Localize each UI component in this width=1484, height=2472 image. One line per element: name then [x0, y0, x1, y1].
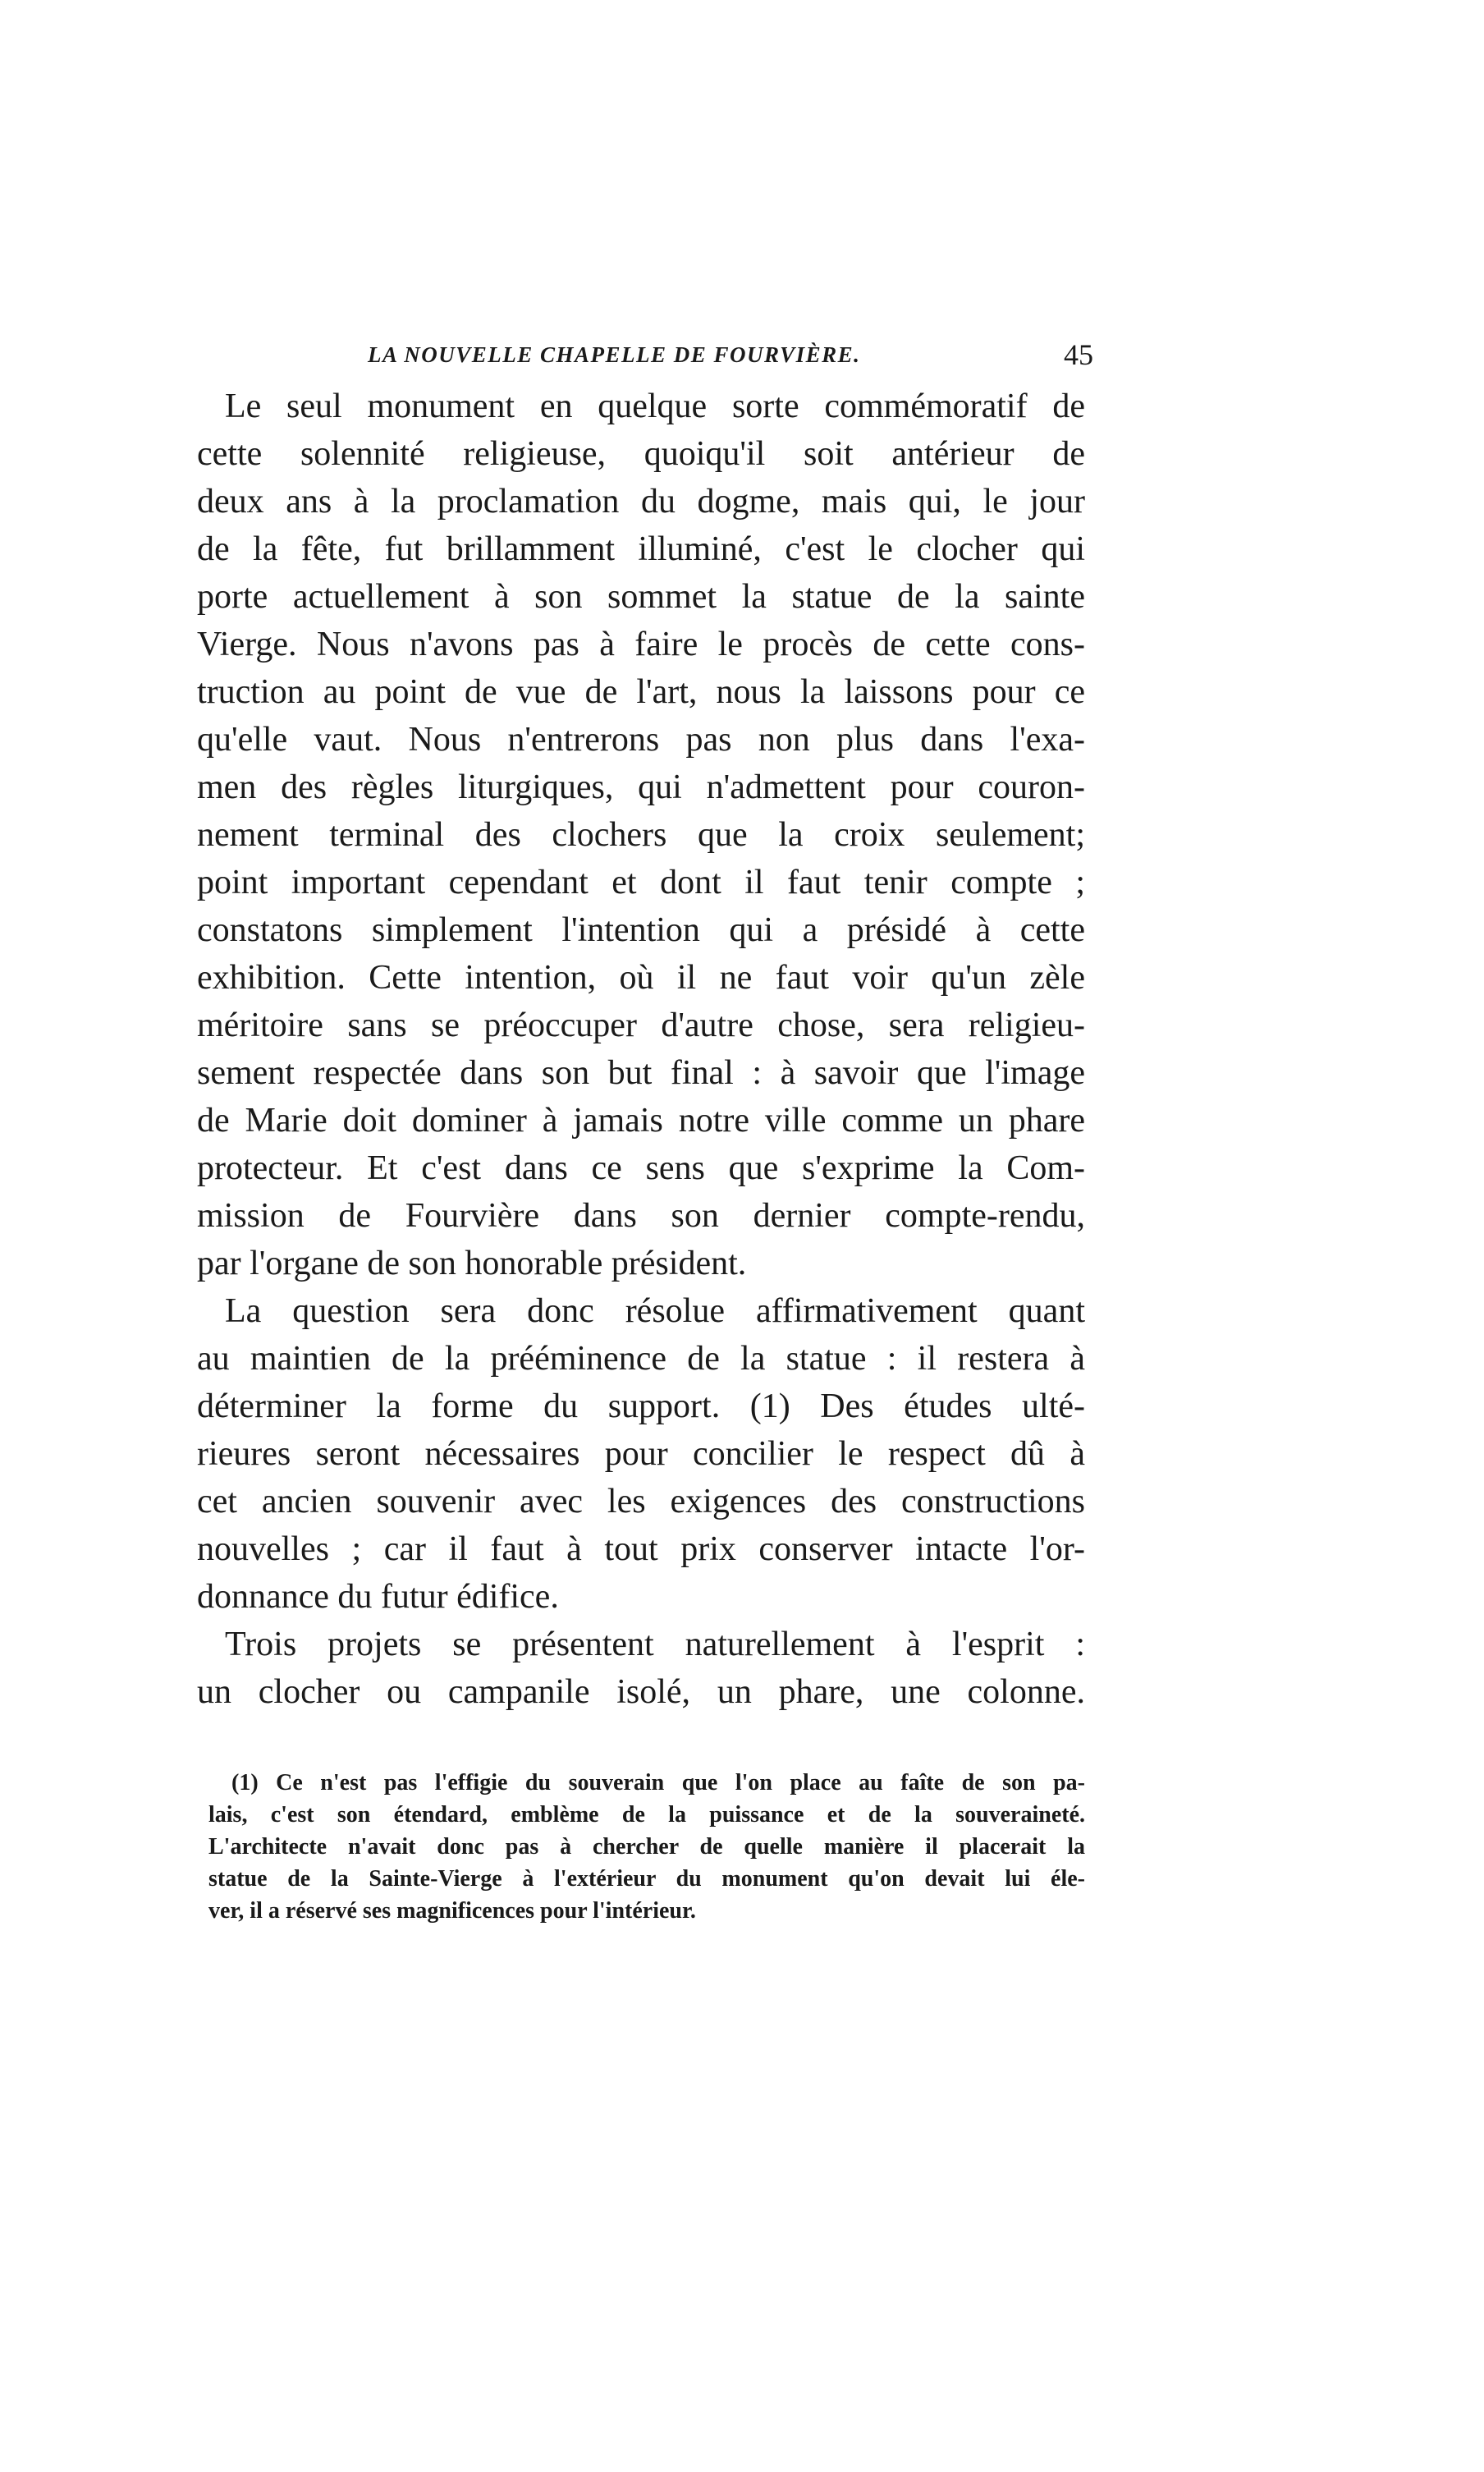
text-line: Trois projets se présentent naturellement à l'esprit : — [225, 1626, 1085, 1663]
footnote-line: statue de la Sainte-Vierge à l'extérieur du monument qu'on devait lui éle- — [208, 1866, 1085, 1892]
footnote-line: (1) Ce n'est pas l'effigie du souverain que l'on place au faîte de son pa- — [231, 1770, 1085, 1796]
text-line: rieures seront nécessaires pour concilier le respect dû à — [197, 1435, 1085, 1473]
footnote-line: L'architecte n'avait donc pas à chercher de quelle manière il placerait la — [208, 1834, 1085, 1860]
text-line: Le seul monument en quelque sorte commémoratif de — [225, 388, 1085, 425]
text-line: mission de Fourvière dans son dernier compte-rendu, — [197, 1197, 1085, 1235]
footnote-line: lais, c'est son étendard, emblème de la puissance et de la souveraineté. — [208, 1802, 1085, 1828]
text-line: un clocher ou campanile isolé, un phare, une colonne. — [197, 1673, 1085, 1711]
text-line: de Marie doit dominer à jamais notre ville comme un phare — [197, 1102, 1085, 1140]
text-line: porte actuellement à son sommet la statue de la sainte — [197, 578, 1085, 616]
text-line: au maintien de la prééminence de la statue : il restera à — [197, 1340, 1085, 1378]
text-line: point important cependant et dont il faut tenir compte ; — [197, 864, 1085, 901]
text-line: exhibition. Cette intention, où il ne faut voir qu'un zèle — [197, 959, 1085, 997]
running-title: LA NOUVELLE CHAPELLE DE FOURVIÈRE. — [368, 342, 861, 367]
text-line: qu'elle vaut. Nous n'entrerons pas non plus dans l'exa- — [197, 721, 1085, 759]
page-number: 45 — [1064, 338, 1093, 371]
text-line: La question sera donc résolue affirmativement quant — [225, 1292, 1085, 1330]
running-head — [368, 337, 1093, 373]
text-line: de la fête, fut brillamment illuminé, c'est le clocher qui — [197, 530, 1085, 568]
text-line: nement terminal des clochers que la croix seulement; — [197, 816, 1085, 854]
text-line: donnance du futur édifice. — [197, 1578, 559, 1616]
text-line: méritoire sans se préoccuper d'autre chose, sera religieu- — [197, 1007, 1085, 1044]
text-line: cet ancien souvenir avec les exigences des constructions — [197, 1483, 1085, 1520]
text-line: truction au point de vue de l'art, nous la laissons pour ce — [197, 673, 1085, 711]
text-line: Vierge. Nous n'avons pas à faire le procès de cette cons- — [197, 626, 1085, 663]
text-line: nouvelles ; car il faut à tout prix conserver intacte l'or- — [197, 1530, 1085, 1568]
text-line: par l'organe de son honorable président. — [197, 1245, 747, 1282]
text-line: constatons simplement l'intention qui a présidé à cette — [197, 911, 1085, 949]
text-line: protecteur. Et c'est dans ce sens que s'exprime la Com- — [197, 1149, 1085, 1187]
text-line: cette solennité religieuse, quoiqu'il soit antérieur de — [197, 435, 1085, 473]
body-text — [197, 383, 1085, 1716]
text-line: déterminer la forme du support. (1) Des études ulté- — [197, 1387, 1085, 1425]
footnote-line: ver, il a réservé ses magnificences pour l'intérieur. — [208, 1898, 696, 1924]
footnote — [208, 1767, 1085, 1927]
text-line: sement respectée dans son but final : à savoir que l'image — [197, 1054, 1085, 1092]
text-line: deux ans à la proclamation du dogme, mais qui, le jour — [197, 483, 1085, 521]
text-line: men des règles liturgiques, qui n'admettent pour couron- — [197, 768, 1085, 806]
